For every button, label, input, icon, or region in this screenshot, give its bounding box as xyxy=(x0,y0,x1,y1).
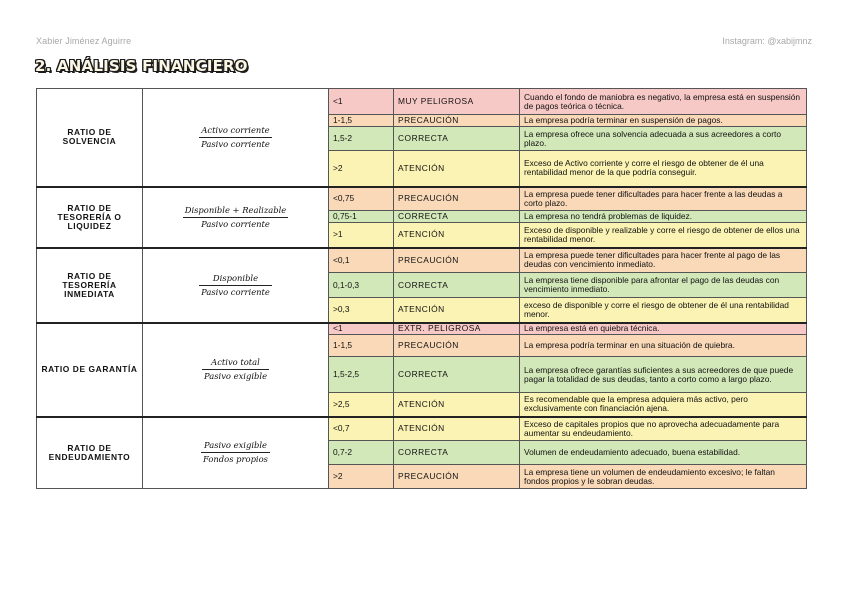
ratio-formula xyxy=(143,248,329,323)
description-cell: La empresa tiene disponible para afrontar el pago de las deudas con vencimiento inmediato. xyxy=(520,273,807,298)
status-label: EXTR. PELIGROSA xyxy=(394,323,520,335)
ratio-formula xyxy=(143,417,329,489)
range-cell: 0,7-2 xyxy=(329,441,394,465)
ratio-name: RATIO DE GARANTÍA xyxy=(37,323,143,417)
ratio-row xyxy=(37,89,807,115)
formula-numerator: Activo corriente xyxy=(199,126,272,138)
status-label: ATENCIÓN xyxy=(394,417,520,441)
description-cell: La empresa ofrece una solvencia adecuada a sus acreedores a corto plazo. xyxy=(520,127,807,151)
range-cell: 1-1,5 xyxy=(329,335,394,357)
formula-numerator: Pasivo exigible xyxy=(201,441,270,453)
description-cell: Es recomendable que la empresa adquiera más activo, pero exclusivamente con financiación ajena. xyxy=(520,393,807,417)
range-cell: 1-1,5 xyxy=(329,115,394,127)
status-label: PRECAUCIÓN xyxy=(394,187,520,211)
formula-denominator: Pasivo exigible xyxy=(203,371,268,381)
range-cell: >0,3 xyxy=(329,298,394,323)
formula-denominator: Pasivo corriente xyxy=(201,138,270,149)
author-name: Xabier Jiménez Aguirre xyxy=(36,36,132,46)
formula-numerator: Disponible xyxy=(199,274,272,286)
description-cell: La empresa no tendrá problemas de liquidez. xyxy=(520,211,807,223)
description-cell: La empresa puede tener dificultades para hacer frente a las deudas a corto plazo. xyxy=(520,187,807,211)
formula-numerator: Activo total xyxy=(202,358,269,370)
description-cell: La empresa ofrece garantías suficientes a sus acreedores de que puede pagar la totalidad de sus deudas, tanto a corto como a largo plazo. xyxy=(520,357,807,393)
description-cell: La empresa podría terminar en suspensión de pagos. xyxy=(520,115,807,127)
section-title: 2. ANÁLISIS FINANCIERO xyxy=(35,57,248,75)
status-label: ATENCIÓN xyxy=(394,298,520,323)
range-cell: <1 xyxy=(329,89,394,115)
description-cell: La empresa puede tener dificultades para hacer frente al pago de las deudas con vencimiento inmediato. xyxy=(520,248,807,273)
status-label: PRECAUCIÓN xyxy=(394,335,520,357)
ratio-formula xyxy=(143,187,329,248)
ratios-table-body xyxy=(37,89,807,489)
formula-fraction xyxy=(199,274,272,297)
status-label: ATENCIÓN xyxy=(394,223,520,248)
ratio-formula xyxy=(143,323,329,417)
status-label: ATENCIÓN xyxy=(394,151,520,187)
formula-denominator: Fondos propios xyxy=(203,454,268,465)
ratio-name: RATIO DE SOLVENCIA xyxy=(37,89,143,187)
description-cell: Exceso de Activo corriente y corre el riesgo de obtener de él una rentabilidad menor de la que podría conseguir. xyxy=(520,151,807,187)
description-cell: exceso de disponible y corre el riesgo de obtener de él una rentabilidad menor. xyxy=(520,298,807,323)
description-cell: Exceso de capitales propios que no aprovecha adecuadamente para aumentar su endeudamiento. xyxy=(520,417,807,441)
status-label: CORRECTA xyxy=(394,357,520,393)
status-label: PRECAUCIÓN xyxy=(394,248,520,273)
range-cell: <0,1 xyxy=(329,248,394,273)
range-cell: >2,5 xyxy=(329,393,394,417)
range-cell: >2 xyxy=(329,465,394,489)
range-cell: <0,75 xyxy=(329,187,394,211)
ratio-name: RATIO DE TESORERÍA INMEDIATA xyxy=(37,248,143,323)
description-cell: La empresa podría terminar en una situación de quiebra. xyxy=(520,335,807,357)
range-cell: <0,7 xyxy=(329,417,394,441)
formula-fraction xyxy=(199,126,272,149)
status-label: PRECAUCIÓN xyxy=(394,465,520,489)
description-cell: Exceso de disponible y realizable y corre el riesgo de obtener de ellos una rentabilidad menor. xyxy=(520,223,807,248)
ratio-row xyxy=(37,417,807,441)
status-label: MUY PELIGROSA xyxy=(394,89,520,115)
range-cell: 1,5-2 xyxy=(329,127,394,151)
range-cell: 1,5-2,5 xyxy=(329,357,394,393)
ratios-table xyxy=(36,88,807,489)
ratio-formula xyxy=(143,89,329,187)
formula-fraction xyxy=(202,358,269,381)
range-cell: 0,75-1 xyxy=(329,211,394,223)
range-cell: 0,1-0,3 xyxy=(329,273,394,298)
status-label: ATENCIÓN xyxy=(394,393,520,417)
ratio-row xyxy=(37,323,807,335)
instagram-handle: Instagram: @xabijmnz xyxy=(722,36,812,46)
formula-fraction xyxy=(201,441,270,464)
formula-numerator: Disponible + Realizable xyxy=(183,206,289,218)
range-cell: >1 xyxy=(329,223,394,248)
status-label: CORRECTA xyxy=(394,127,520,151)
status-label: CORRECTA xyxy=(394,211,520,223)
formula-denominator: Pasivo corriente xyxy=(201,218,270,229)
ratio-name: RATIO DE TESORERÍA O LIQUIDEZ xyxy=(37,187,143,248)
ratio-row xyxy=(37,248,807,273)
ratio-name: RATIO DE ENDEUDAMIENTO xyxy=(37,417,143,489)
status-label: CORRECTA xyxy=(394,441,520,465)
status-label: PRECAUCIÓN xyxy=(394,115,520,127)
formula-fraction xyxy=(183,206,289,229)
range-cell: >2 xyxy=(329,151,394,187)
status-label: CORRECTA xyxy=(394,273,520,298)
range-cell: <1 xyxy=(329,323,394,335)
description-cell: Cuando el fondo de maniobra es negativo, la empresa está en suspensión de pagos teórica o técnica. xyxy=(520,89,807,115)
description-cell: Volumen de endeudamiento adecuado, buena estabilidad. xyxy=(520,441,807,465)
ratio-row xyxy=(37,187,807,211)
description-cell: La empresa está en quiebra técnica. xyxy=(520,323,807,335)
formula-denominator: Pasivo corriente xyxy=(201,286,270,297)
description-cell: La empresa tiene un volumen de endeudamiento excesivo; le faltan fondos propios y le sobran deudas. xyxy=(520,465,807,489)
